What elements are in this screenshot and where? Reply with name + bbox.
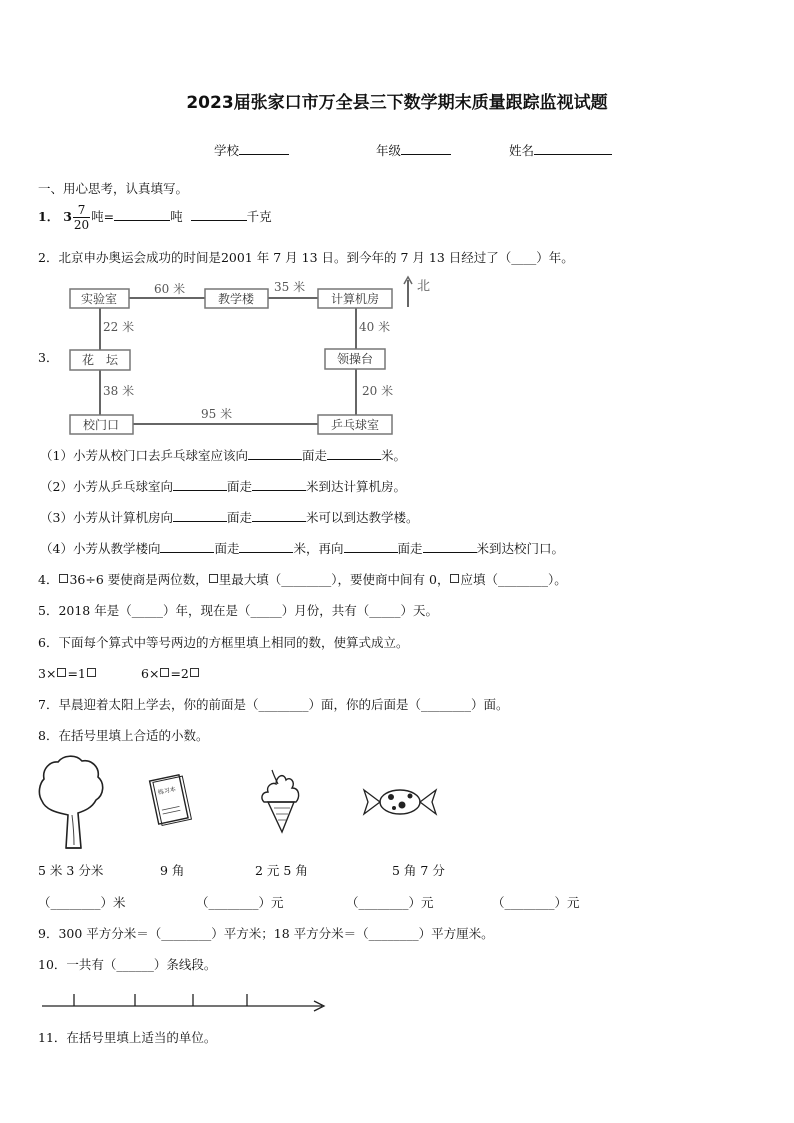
q4-text-c: 应填（________）。 — [460, 572, 567, 587]
candy-icon — [360, 784, 440, 820]
q6-expr-b — [141, 666, 200, 682]
dist-teach-comp: 35 米 — [274, 280, 306, 294]
q3-sub4-text-c: 米，再向 — [293, 541, 344, 556]
grade-blank[interactable] — [401, 143, 451, 155]
section-heading: 一、用心思考，认真填写。 — [38, 181, 189, 196]
q3-number: 3． — [38, 350, 59, 365]
label-garden: 花 坛 — [81, 353, 119, 367]
q3-sub2-text-b: 面走 — [226, 479, 252, 494]
q3-sub4-blank-3[interactable] — [344, 541, 398, 553]
dist-gate-pingpong: 95 米 — [201, 407, 233, 421]
question-7: 7．早晨迎着太阳上学去，你的前面是（________）面，你的后面是（________）面。 — [38, 697, 509, 712]
q1-blank-2[interactable] — [191, 209, 247, 221]
q6a-text-b: =1 — [67, 666, 86, 681]
q3-sub1-text-c: 米。 — [380, 448, 406, 463]
q1-number: 1． — [38, 209, 60, 224]
q3-sub4-blank-2[interactable] — [239, 541, 293, 553]
box-icon[interactable] — [57, 668, 66, 677]
dist-garden-gate: 38 米 — [103, 384, 135, 398]
box-icon[interactable] — [160, 668, 169, 677]
q1-whole: 3 — [63, 209, 72, 224]
box-icon — [59, 574, 68, 583]
q3-sub-3 — [40, 510, 419, 526]
box-icon — [209, 574, 218, 583]
q1-unit-ton: 吨 — [170, 209, 183, 224]
q3-sub4-text-b: 面走 — [214, 541, 240, 556]
q6b-text-a: 6× — [141, 666, 160, 681]
q3-sub4-text-d: 面走 — [397, 541, 423, 556]
q8-item-1: 5 米 3 分米 — [38, 863, 104, 878]
q8-answer-2[interactable]: （________）元 — [196, 895, 284, 910]
q3-sub2-text-a: （2）小芳从乒乓球室向 — [40, 479, 173, 494]
label-stage: 领操台 — [336, 352, 374, 366]
box-icon[interactable] — [87, 668, 96, 677]
school-label: 学校 — [214, 143, 240, 158]
q1-unit-ton-eq: 吨= — [91, 209, 115, 224]
q8-answer-4[interactable]: （________）元 — [492, 895, 580, 910]
q1-unit-kg: 千克 — [246, 209, 272, 224]
segment-ray — [40, 990, 330, 1014]
q4-number: 4． — [38, 572, 59, 587]
q8-item-4: 5 角 7 分 — [392, 863, 445, 878]
q3-sub4-blank-4[interactable] — [423, 541, 477, 553]
box-icon — [450, 574, 459, 583]
tree-icon — [36, 753, 108, 853]
q3-sub1-text-a: （1）小芳从校门口去乒乓球室应该向 — [40, 448, 248, 463]
q1-fraction — [73, 203, 90, 232]
question-8: 8．在括号里填上合适的小数。 — [38, 728, 209, 743]
north-label: 北 — [417, 279, 431, 294]
notebook-label: 练习本 — [157, 785, 177, 797]
q6-expr-a — [38, 666, 97, 682]
label-teach: 教学楼 — [217, 292, 255, 306]
name-blank[interactable] — [534, 143, 612, 155]
notebook-icon — [148, 772, 194, 828]
label-comp: 计算机房 — [330, 292, 380, 306]
q3-sub1-text-b: 面走 — [301, 448, 327, 463]
q1-numerator: 7 — [73, 203, 90, 218]
campus-map — [60, 275, 440, 440]
q3-sub4-text-a: （4）小芳从教学楼向 — [40, 541, 161, 556]
question-9: 9．300 平方分米＝（________）平方米；18 平方分米＝（________）平方厘米。 — [38, 926, 494, 941]
q3-sub1-blank-2[interactable] — [327, 448, 381, 460]
question-11: 11．在括号里填上适当的单位。 — [38, 1030, 217, 1045]
q6b-text-b: =2 — [170, 666, 189, 681]
ice-cream-icon — [256, 766, 306, 836]
q8-item-3: 2 元 5 角 — [255, 863, 308, 878]
q3-sub1-blank-1[interactable] — [248, 448, 302, 460]
question-2: 2．北京申办奥运会成功的时间是2001 年 7 月 13 日。到今年的 7 月 13 日经过了（____）年。 — [38, 250, 574, 265]
q3-sub-4 — [40, 541, 564, 557]
question-6: 6．下面每个算式中等号两边的方框里填上相同的数，使算式成立。 — [38, 635, 409, 650]
q3-sub3-text-a: （3）小芳从计算机房向 — [40, 510, 173, 525]
label-pingpong: 乒乓球室 — [330, 418, 380, 432]
question-10: 10．一共有（______）条线段。 — [38, 957, 217, 972]
dist-lab-garden: 22 米 — [103, 320, 135, 334]
q3-sub-1 — [40, 448, 406, 464]
q4-text-a: 36÷6 要使商是两位数， — [69, 572, 208, 587]
q3-sub2-blank-1[interactable] — [173, 479, 227, 491]
box-icon[interactable] — [190, 668, 199, 677]
q4-text-b: 里最大填（________），要使商中间有 0， — [218, 572, 450, 587]
grade-label: 年级 — [376, 143, 402, 158]
q3-sub3-text-b: 面走 — [226, 510, 252, 525]
q3-sub3-text-c: 米可以到达教学楼。 — [305, 510, 419, 525]
page-title: 2023届张家口市万全县三下数学期末质量跟踪监视试题 — [186, 93, 608, 113]
q3-sub3-blank-2[interactable] — [252, 510, 306, 522]
grade-field — [376, 141, 451, 159]
school-blank[interactable] — [239, 143, 289, 155]
q8-answer-1[interactable]: （________）米 — [38, 895, 126, 910]
q3-sub4-blank-1[interactable] — [160, 541, 214, 553]
q3-sub2-blank-2[interactable] — [252, 479, 306, 491]
q8-item-2: 9 角 — [160, 863, 185, 878]
question-4 — [38, 572, 567, 588]
dist-comp-stage: 40 米 — [359, 320, 391, 334]
name-label: 姓名 — [509, 143, 535, 158]
name-field — [509, 141, 612, 159]
label-gate: 校门口 — [82, 418, 120, 432]
q3-sub4-text-e: 米到达校门口。 — [476, 541, 565, 556]
dist-lab-teach: 60 米 — [154, 282, 186, 296]
school-field — [214, 141, 289, 159]
q3-sub-2 — [40, 479, 406, 495]
q3-sub2-text-c: 米到达计算机房。 — [305, 479, 406, 494]
label-lab: 实验室 — [80, 292, 118, 306]
dist-stage-pingpong: 20 米 — [362, 384, 394, 398]
q1-blank-1[interactable] — [114, 209, 170, 221]
q3-sub3-blank-1[interactable] — [173, 510, 227, 522]
q6a-text-a: 3× — [38, 666, 57, 681]
q1-denominator: 20 — [73, 218, 90, 232]
question-5: 5．2018 年是（_____）年，现在是（_____）月份，共有（_____）天。 — [38, 603, 438, 618]
q8-answer-3[interactable]: （________）元 — [346, 895, 434, 910]
question-1 — [38, 203, 272, 232]
